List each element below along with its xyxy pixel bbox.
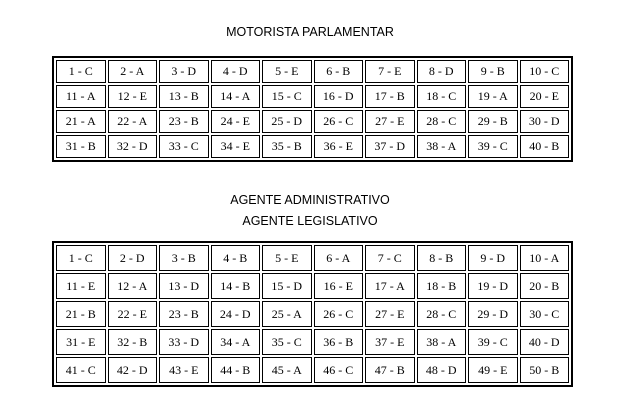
answer-cell: 17 - A bbox=[365, 273, 415, 299]
answer-cell: 27 - E bbox=[365, 110, 415, 133]
answer-cell: 21 - B bbox=[56, 301, 106, 327]
answer-key-body bbox=[56, 245, 569, 383]
answer-cell: 39 - C bbox=[468, 135, 518, 158]
answer-cell: 7 - C bbox=[365, 245, 415, 271]
answer-cell: 16 - E bbox=[314, 273, 364, 299]
answer-cell: 46 - C bbox=[314, 357, 364, 383]
answer-cell: 38 - A bbox=[417, 135, 467, 158]
answer-row bbox=[56, 301, 569, 327]
answer-cell: 8 - D bbox=[417, 60, 467, 83]
answer-cell: 32 - B bbox=[108, 329, 158, 355]
answer-cell: 15 - C bbox=[262, 85, 312, 108]
answer-cell: 40 - B bbox=[520, 135, 570, 158]
answer-row bbox=[56, 85, 569, 108]
answer-row bbox=[56, 110, 569, 133]
answer-cell: 43 - E bbox=[159, 357, 209, 383]
answer-cell: 48 - D bbox=[417, 357, 467, 383]
answer-cell: 21 - A bbox=[56, 110, 106, 133]
answer-cell: 36 - B bbox=[314, 329, 364, 355]
answer-cell: 23 - B bbox=[159, 110, 209, 133]
answer-row bbox=[56, 357, 569, 383]
answer-row bbox=[56, 135, 569, 158]
answer-key-table-agente bbox=[52, 241, 573, 387]
answer-cell: 19 - D bbox=[468, 273, 518, 299]
answer-cell: 30 - D bbox=[520, 110, 570, 133]
answer-cell: 34 - E bbox=[211, 135, 261, 158]
section-title-motorista: MOTORISTA PARLAMENTAR bbox=[226, 25, 394, 39]
answer-cell: 20 - B bbox=[520, 273, 570, 299]
answer-row bbox=[56, 245, 569, 271]
answer-cell: 29 - B bbox=[468, 110, 518, 133]
answer-cell: 6 - B bbox=[314, 60, 364, 83]
answer-cell: 13 - D bbox=[159, 273, 209, 299]
answer-cell: 6 - A bbox=[314, 245, 364, 271]
answer-cell: 26 - C bbox=[314, 301, 364, 327]
answer-cell: 37 - D bbox=[365, 135, 415, 158]
answer-cell: 30 - C bbox=[520, 301, 570, 327]
answer-cell: 4 - B bbox=[211, 245, 261, 271]
answer-cell: 24 - D bbox=[211, 301, 261, 327]
answer-cell: 49 - E bbox=[468, 357, 518, 383]
answer-cell: 2 - D bbox=[108, 245, 158, 271]
answer-cell: 45 - A bbox=[262, 357, 312, 383]
answer-cell: 25 - A bbox=[262, 301, 312, 327]
answer-cell: 33 - C bbox=[159, 135, 209, 158]
answer-cell: 18 - C bbox=[417, 85, 467, 108]
answer-key-body bbox=[56, 60, 569, 158]
answer-cell: 3 - B bbox=[159, 245, 209, 271]
answer-cell: 42 - D bbox=[108, 357, 158, 383]
answer-cell: 27 - E bbox=[365, 301, 415, 327]
answer-cell: 12 - A bbox=[108, 273, 158, 299]
answer-cell: 13 - B bbox=[159, 85, 209, 108]
answer-cell: 50 - B bbox=[520, 357, 570, 383]
section-title-agente-administrativo: AGENTE ADMINISTRATIVO bbox=[230, 193, 390, 207]
answer-cell: 8 - B bbox=[417, 245, 467, 271]
answer-cell: 29 - D bbox=[468, 301, 518, 327]
answer-cell: 33 - D bbox=[159, 329, 209, 355]
answer-cell: 31 - E bbox=[56, 329, 106, 355]
answer-cell: 28 - C bbox=[417, 110, 467, 133]
answer-cell: 22 - E bbox=[108, 301, 158, 327]
answer-cell: 35 - C bbox=[262, 329, 312, 355]
section-title-agente-legislativo: AGENTE LEGISLATIVO bbox=[242, 214, 378, 228]
answer-cell: 41 - C bbox=[56, 357, 106, 383]
answer-cell: 14 - B bbox=[211, 273, 261, 299]
answer-cell: 3 - D bbox=[159, 60, 209, 83]
answer-cell: 37 - E bbox=[365, 329, 415, 355]
answer-cell: 1 - C bbox=[56, 60, 106, 83]
answer-row bbox=[56, 329, 569, 355]
answer-cell: 10 - A bbox=[520, 245, 570, 271]
answer-cell: 19 - A bbox=[468, 85, 518, 108]
answer-cell: 10 - C bbox=[520, 60, 570, 83]
answer-row bbox=[56, 60, 569, 83]
answer-cell: 32 - D bbox=[108, 135, 158, 158]
answer-cell: 2 - A bbox=[108, 60, 158, 83]
answer-cell: 22 - A bbox=[108, 110, 158, 133]
answer-cell: 9 - B bbox=[468, 60, 518, 83]
answer-cell: 35 - B bbox=[262, 135, 312, 158]
answer-cell: 11 - E bbox=[56, 273, 106, 299]
answer-cell: 17 - B bbox=[365, 85, 415, 108]
answer-cell: 36 - E bbox=[314, 135, 364, 158]
answer-cell: 1 - C bbox=[56, 245, 106, 271]
answer-cell: 47 - B bbox=[365, 357, 415, 383]
answer-cell: 14 - A bbox=[211, 85, 261, 108]
answer-cell: 4 - D bbox=[211, 60, 261, 83]
answer-cell: 7 - E bbox=[365, 60, 415, 83]
answer-cell: 26 - C bbox=[314, 110, 364, 133]
answer-cell: 11 - A bbox=[56, 85, 106, 108]
answer-cell: 40 - D bbox=[520, 329, 570, 355]
answer-cell: 25 - D bbox=[262, 110, 312, 133]
answer-cell: 16 - D bbox=[314, 85, 364, 108]
answer-cell: 31 - B bbox=[56, 135, 106, 158]
answer-cell: 34 - A bbox=[211, 329, 261, 355]
answer-cell: 15 - D bbox=[262, 273, 312, 299]
answer-cell: 44 - B bbox=[211, 357, 261, 383]
answer-key-table-motorista bbox=[52, 56, 573, 162]
answer-cell: 38 - A bbox=[417, 329, 467, 355]
answer-cell: 12 - E bbox=[108, 85, 158, 108]
answer-cell: 39 - C bbox=[468, 329, 518, 355]
answer-cell: 20 - E bbox=[520, 85, 570, 108]
answer-row bbox=[56, 273, 569, 299]
answer-cell: 24 - E bbox=[211, 110, 261, 133]
answer-cell: 28 - C bbox=[417, 301, 467, 327]
answer-cell: 23 - B bbox=[159, 301, 209, 327]
answer-cell: 5 - E bbox=[262, 60, 312, 83]
answer-cell: 18 - B bbox=[417, 273, 467, 299]
answer-cell: 5 - E bbox=[262, 245, 312, 271]
answer-cell: 9 - D bbox=[468, 245, 518, 271]
